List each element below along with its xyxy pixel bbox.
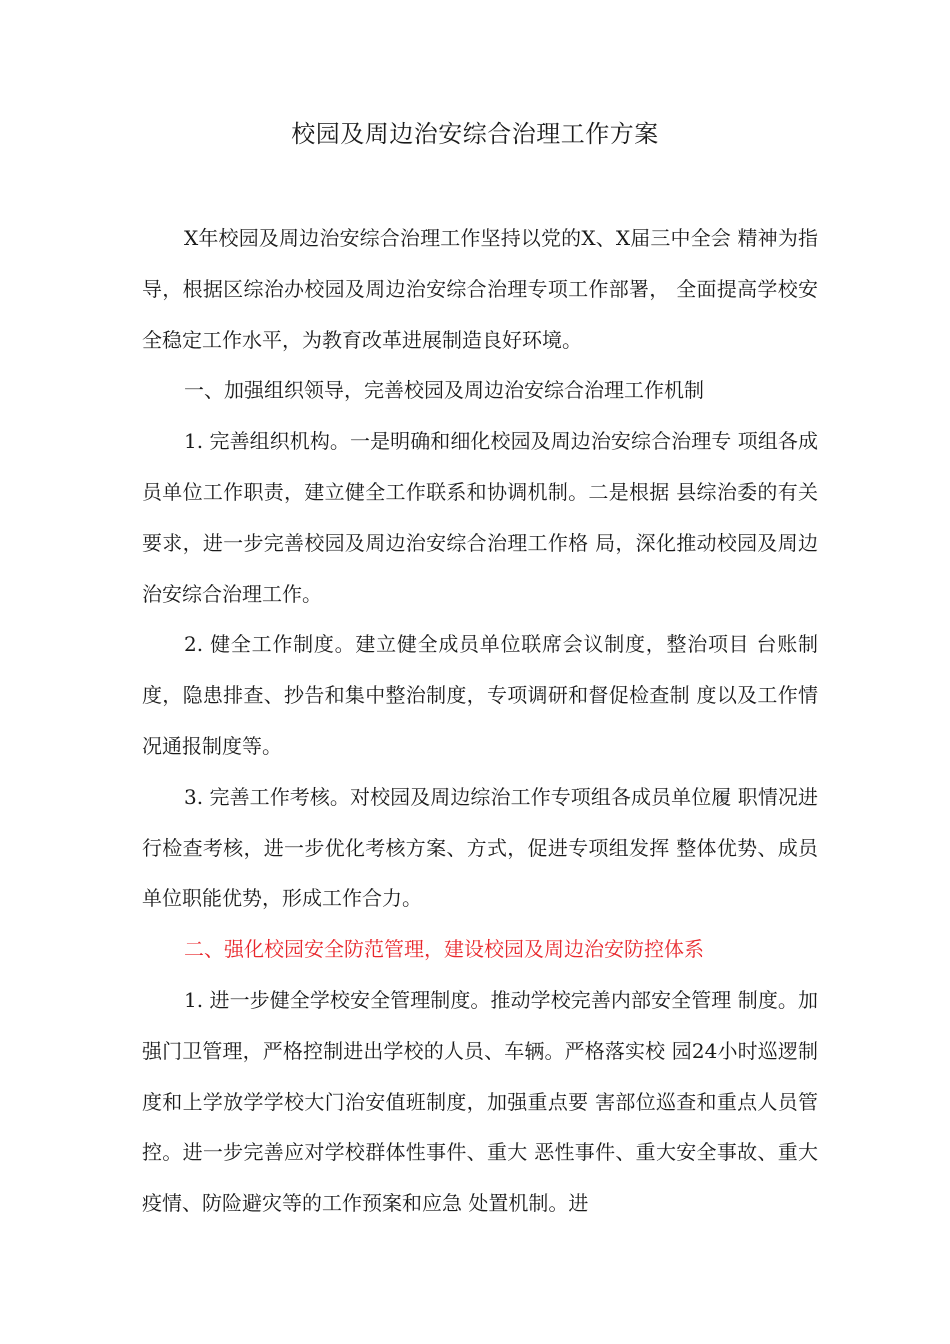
document-title: 校园及周边治安综合治理工作方案 [291,120,659,148]
section-1-item-3: 3. 完善工作考核。对校园及周边综治工作专项组各成员单位履 职情况进行检查考核，进一步优化考核方案、方式，促进专项组发挥 整体优势、成员单位职能优势，形成工作合力。 [142,784,818,911]
paragraph-intro: X年校园及周边治安综合治理工作坚持以党的X、X届三中全会 精神为指导，根据区综治办校园及周边治安综合治理专项工作部署， 全面提高学校安全稳定工作水平，为教育改革进展制造良好环境。 [142,226,818,352]
section-2-heading: 二、强化校园安全防范管理，建设校园及周边治安防控体系 [184,937,704,962]
section-2-item-1: 1. 进一步健全学校安全管理制度。推动学校完善内部安全管理 制度。加强门卫管理，严格控制进出学校的人员、车辆。严格落实校 园24小时巡逻制度和上学放学学校大门治安值班制度，加强重点要 害部位巡查和重点人员管控。进一步完善应对学校群体性事件、重大 恶性事件、重大安全事故、重大疫情、防险避灾等的工作预案和应急 处置机制。进 [142,987,818,1216]
section-1-item-2: 2. 健全工作制度。建立健全成员单位联席会议制度，整治项目 台账制度，隐患排查、抄告和集中整治制度，专项调研和督促检查制 度以及工作情况通报制度等。 [142,632,818,758]
section-1-heading: 一、加强组织领导，完善校园及周边治安综合治理工作机制 [184,378,704,403]
document-body [142,213,818,1229]
section-1-item-1: 1. 完善组织机构。一是明确和细化校园及周边治安综合治理专 项组各成员单位工作职责，建立健全工作联系和协调机制。二是根据 县综治委的有关要求，进一步完善校园及周边治安综合治理工作格 局，深化推动校园及周边治安综合治理工作。 [142,429,818,606]
